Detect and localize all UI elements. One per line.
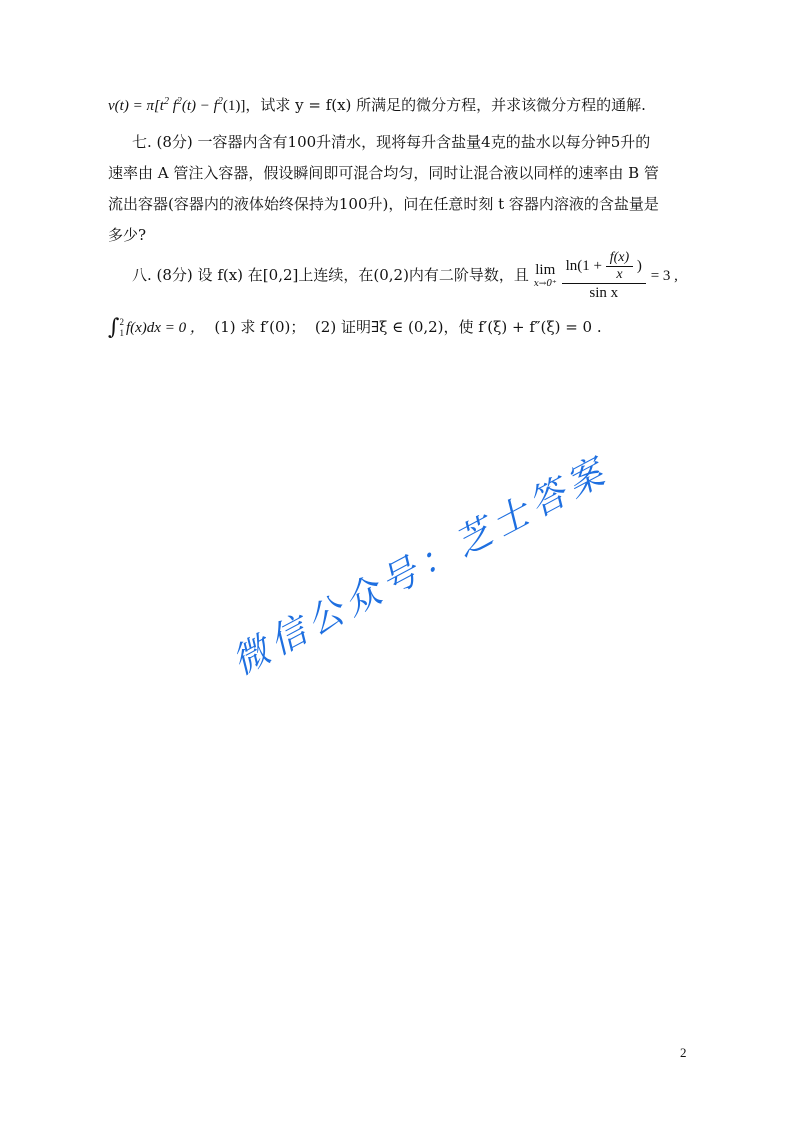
problem7-line4: 多少? [108,226,147,244]
limit-fraction: ln(1 + $\frac{f(x)}{x}$ ) sin x [562,250,646,302]
limit-result: = 3 , [650,268,678,284]
problem8-intro: 八. (8分) 设 f(x) 在[0,2]上连续，在(0,2)内有二阶导数，且 [132,266,529,284]
problem7-line1: 七. (8分) 一容器内含有100升清水，现将每升含盐量4克的盐水以每分钟5升的 [132,133,651,151]
part1: (1) 求 f′(0)； [214,318,306,336]
problem6-tail [108,95,646,116]
page-number: 2 [680,1045,687,1060]
problem7-line2: 速率由 A 管注入容器，假设瞬间即可混合均匀，同时让混合液以同样的速率由 B 管 [108,164,659,182]
watermark-text: 微信公众号：芝士答案 [225,449,616,684]
problem6-question: ，试求 y = f(x) 所满足的微分方程，并求该微分方程的通解. [245,96,646,114]
integral-sign-icon: ∫ [108,315,120,340]
formula-v-t: $v(t) = \pi[t^2$ $f^2(t) - f^2(1)$] [108,96,246,114]
problem8-line2 [108,313,602,342]
integral-body: f(x)dx = 0 ， [125,320,205,336]
problem8-line1 [132,247,678,304]
part2: (2) 证明∃ξ ∈ (0,2)，使 f′(ξ) + f″(ξ) = 0 . [314,318,602,336]
inner-fraction: $\frac{f(x)}{x}$ [606,250,633,283]
limit-operator: lim x→0⁺ [533,261,557,289]
problem7-line3: 流出容器(容器内的液体始终保持为100升)，问在任意时刻 t 容器内溶液的含盐量是 [108,195,659,213]
integral-limits: 2 1 [119,317,124,338]
